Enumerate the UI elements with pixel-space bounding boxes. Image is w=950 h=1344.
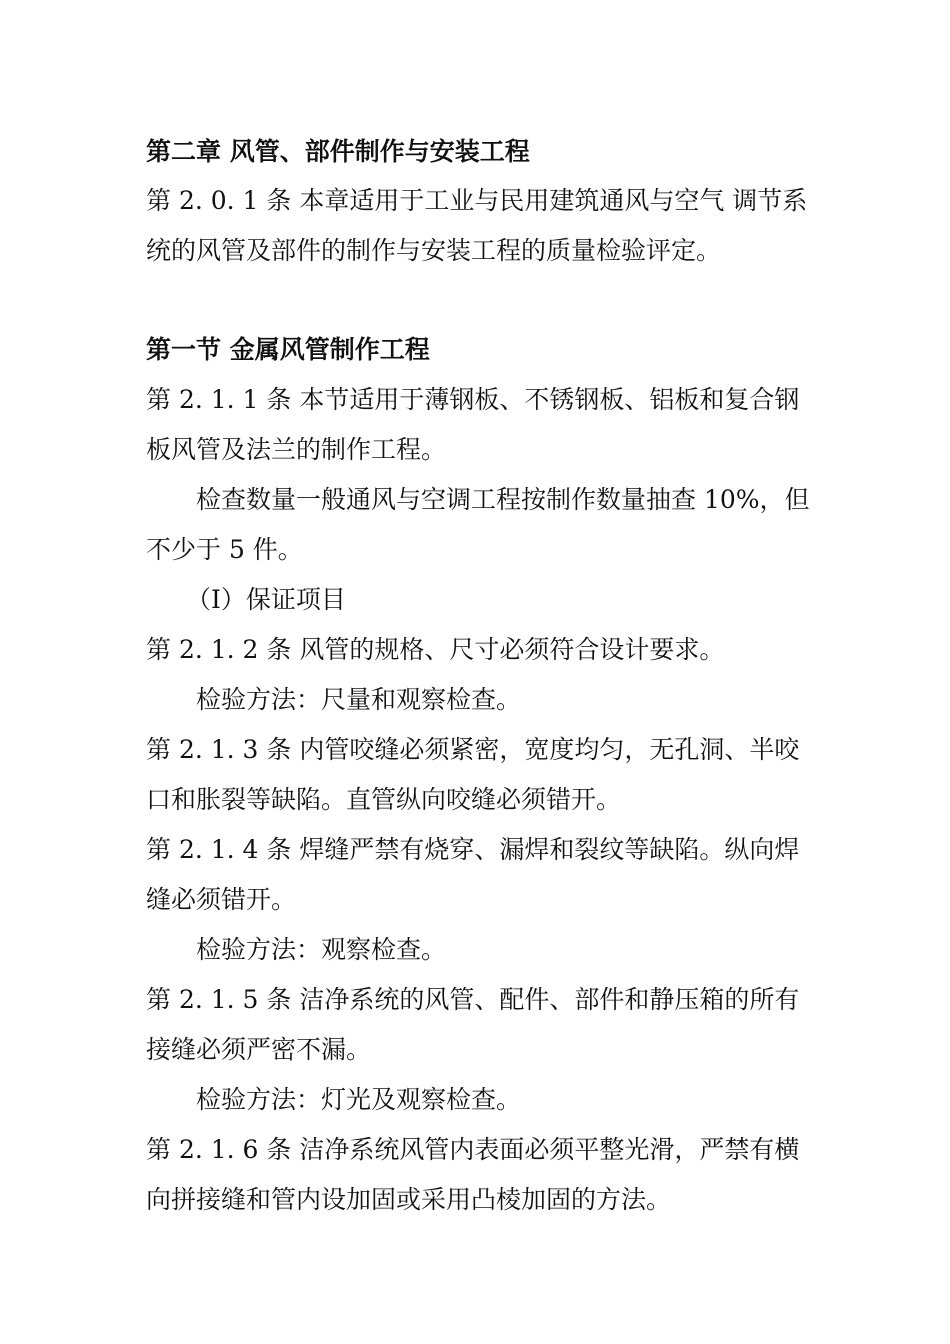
inspection-quantity-line-2: 不少于 5 件。 [146,535,303,564]
section-heading: 第一节 金属风管制作工程 [146,335,430,364]
article-2-1-1-line-2: 板风管及法兰的制作工程。 [146,435,447,464]
article-2-1-1-line-1: 第 2. 1. 1 条 本节适用于薄钢板、不锈钢板、铝板和复合钢 [146,385,800,414]
article-2-1-3-line-2: 口和胀裂等缺陷。直管纵向咬缝必须错开。 [146,785,622,814]
article-2-0-1-line-1: 第 2. 0. 1 条 本章适用于工业与民用建筑通风与空气 调节系 [146,186,808,215]
article-2-1-4-line-1: 第 2. 1. 4 条 焊缝严禁有烧穿、漏焊和裂纹等缺陷。纵向焊 [146,835,800,864]
guarantee-items-heading: （I）保证项目 [186,585,346,614]
inspection-quantity-line-1: 检查数量一般通风与空调工程按制作数量抽查 10%，但 [196,485,810,514]
article-2-1-5-line-1: 第 2. 1. 5 条 洁净系统的风管、配件、部件和静压箱的所有 [146,985,800,1014]
article-2-0-1-line-2: 统的风管及部件的制作与安装工程的质量检验评定。 [146,236,722,265]
article-2-1-4-line-2: 缝必须错开。 [146,885,297,914]
article-2-1-3-line-1: 第 2. 1. 3 条 内管咬缝必须紧密，宽度均匀，无孔洞、半咬 [146,735,800,764]
article-2-1-6-line-1: 第 2. 1. 6 条 洁净系统风管内表面必须平整光滑，严禁有横 [146,1135,800,1164]
article-2-1-2-line-1: 第 2. 1. 2 条 风管的规格、尺寸必须符合设计要求。 [146,635,725,664]
inspection-method-2: 检验方法：观察检查。 [196,935,447,964]
inspection-method-1: 检验方法：尺量和观察检查。 [196,685,522,714]
article-2-1-5-line-2: 接缝必须严密不漏。 [146,1035,372,1064]
chapter-heading: 第二章 风管、部件制作与安装工程 [146,137,530,166]
inspection-method-3: 检验方法：灯光及观察检查。 [196,1085,522,1114]
article-2-1-6-line-2: 向拼接缝和管内设加固或采用凸棱加固的方法。 [146,1185,672,1214]
